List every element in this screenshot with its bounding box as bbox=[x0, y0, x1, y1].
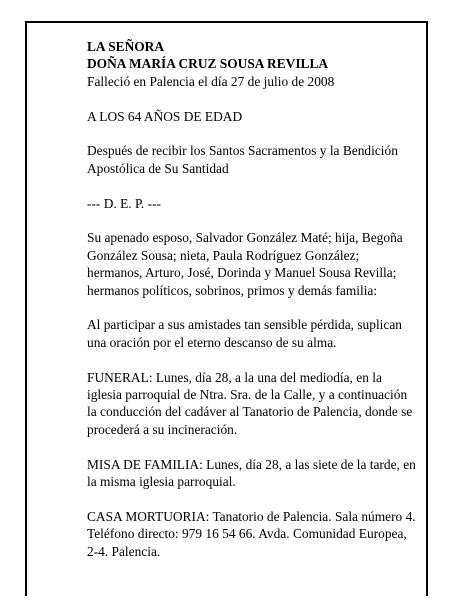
mortuary-paragraph: CASA MORTUORIA: Tanatorio de Palencia. Sala número 4. Teléfono directo: 979 16 54 66. Avda. Comunidad Europea, 2-4. Palencia. bbox=[87, 508, 416, 559]
family-mass-paragraph: MISA DE FAMILIA: Lunes, día 28, a las siete de la tarde, en la misma iglesia parroquial. bbox=[87, 456, 416, 490]
sacraments-paragraph: Después de recibir los Santos Sacramentos y la Bendición Apostólica de Su Santidad bbox=[87, 143, 398, 176]
family-paragraph: Su apenado esposo, Salvador González Maté; hija, Begoña González Sousa; nieta, Paula Rodríguez González; hermanos, Arturo, José, Dorinda y Manuel Sousa Revilla; hermanos políticos, sobrinos, primos y demás familia: bbox=[87, 230, 403, 298]
deceased-name: DOÑA MARÍA CRUZ SOUSA REVILLA bbox=[87, 56, 329, 72]
age-line: A LOS 64 AÑOS DE EDAD bbox=[87, 108, 243, 124]
death-notice bbox=[87, 38, 417, 560]
funeral-paragraph: FUNERAL: Lunes, día 28, a la una del mediodía, en la iglesia parroquial de Ntra. Sra. de la Calle, y a continuación la conducción del cadáver al Tanatorio de Palencia, donde se procederá a su incineración. bbox=[87, 369, 413, 437]
death-date-line: Falleció en Palencia el día 27 de julio de 2008 bbox=[87, 73, 335, 89]
request-paragraph: Al participar a sus amistades tan sensible pérdida, suplican una oración por el eterno descanso de su alma. bbox=[87, 317, 402, 350]
rip-line: --- D. E. P. --- bbox=[87, 195, 162, 211]
notice-title-line1: LA SEÑORA bbox=[87, 39, 165, 54]
